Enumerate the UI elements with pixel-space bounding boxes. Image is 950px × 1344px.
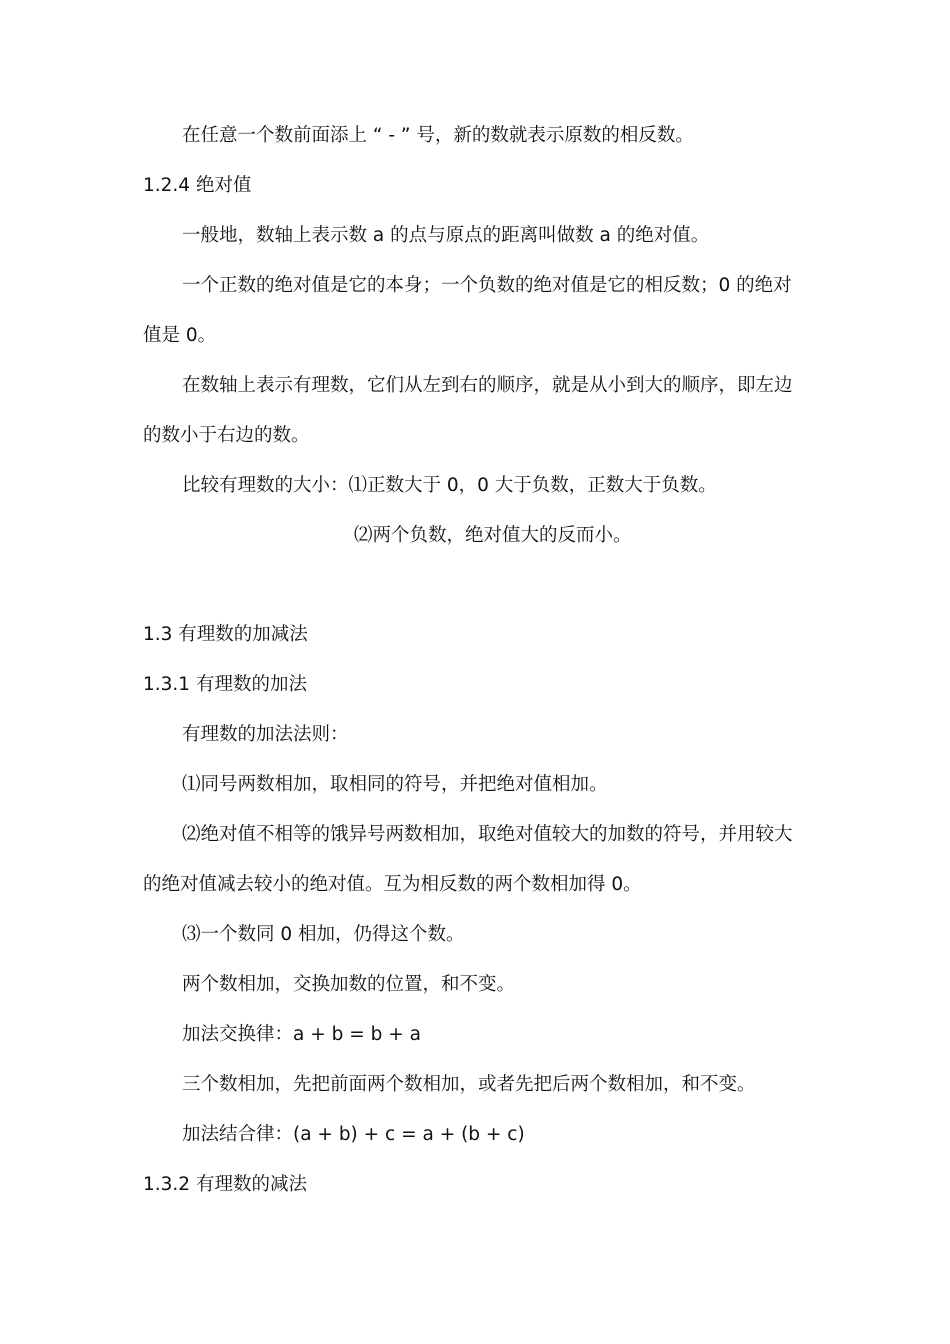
paragraph-associative-desc: 三个数相加，先把前面两个数相加，或者先把后两个数相加，和不变。 <box>182 1074 756 1095</box>
heading-1-3-1: 1.3.1 有理数的加法 <box>143 674 307 695</box>
paragraph-opposite-number: 在任意一个数前面添上 “ - ” 号，新的数就表示原数的相反数。 <box>182 125 694 146</box>
paragraph-compare-rule1: 比较有理数的大小：⑴正数大于 0，0 大于负数，正数大于负数。 <box>182 475 717 496</box>
heading-1-3: 1.3 有理数的加减法 <box>143 624 308 645</box>
paragraph-absolute-rule-line1: 一个正数的绝对值是它的本身；一个负数的绝对值是它的相反数；0 的绝对 <box>182 275 792 296</box>
heading-1-2-4: 1.2.4 绝对值 <box>143 175 252 196</box>
paragraph-addition-rule1: ⑴同号两数相加，取相同的符号，并把绝对值相加。 <box>182 774 608 795</box>
paragraph-number-line-order-line1: 在数轴上表示有理数，它们从左到右的顺序，就是从小到大的顺序，即左边 <box>182 375 793 396</box>
paragraph-addition-rule3: ⑶一个数同 0 相加，仍得这个数。 <box>182 924 465 945</box>
paragraph-absolute-rule-line2: 值是 0。 <box>143 325 217 346</box>
paragraph-compare-rule2: ⑵两个负数，绝对值大的反而小。 <box>354 525 632 546</box>
paragraph-number-line-order-line2: 的数小于右边的数。 <box>143 425 310 446</box>
paragraph-commutative-law: 加法交换律：a + b = b + a <box>182 1024 421 1045</box>
paragraph-absolute-definition: 一般地，数轴上表示数 a 的点与原点的距离叫做数 a 的绝对值。 <box>182 225 710 246</box>
heading-1-3-2: 1.3.2 有理数的减法 <box>143 1174 307 1195</box>
paragraph-addition-rules-title: 有理数的加法法则： <box>182 724 349 745</box>
paragraph-commutative-desc: 两个数相加，交换加数的位置，和不变。 <box>182 974 516 995</box>
paragraph-addition-rule2-line1: ⑵绝对值不相等的饿异号两数相加，取绝对值较大的加数的符号，并用较大 <box>182 824 793 845</box>
paragraph-addition-rule2-line2: 的绝对值减去较小的绝对值。互为相反数的两个数相加得 0。 <box>143 874 642 895</box>
paragraph-associative-law: 加法结合律：(a + b) + c = a + (b + c) <box>182 1124 525 1145</box>
